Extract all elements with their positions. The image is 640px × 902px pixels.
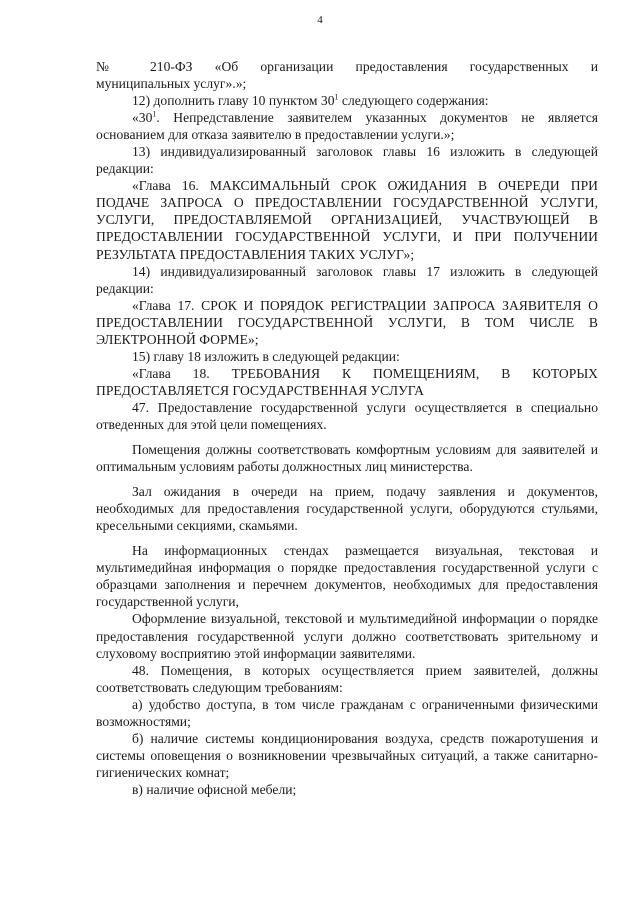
paragraph-waiting-hall: Зал ожидания в очереди на прием, подачу заявления и документов, необходимых для предоставления государственной услуги, оборудуются стульями, кресельными секциями, скамьями. — [96, 484, 598, 534]
document-body — [96, 58, 598, 798]
paragraph-item-a: а) удобство доступа, в том числе гражданам с ограниченными физическими возможностями; — [96, 696, 598, 729]
paragraph-item-13: 13) индивидуализированный заголовок главы 16 изложить в следующей редакции: — [96, 144, 598, 177]
paragraph-premises-conditions: Помещения должны соответствовать комфортным условиям для заявителей и оптимальным условиям работы должностных лиц министерства. — [96, 442, 598, 475]
paragraph-chapter-17-title: «Глава 17. СРОК И ПОРЯДОК РЕГИСТРАЦИИ ЗАПРОСА ЗАЯВИТЕЛЯ О ПРЕДОСТАВЛЕНИИ ГОСУДАРСТВЕННОЙ УСЛУГИ, В ТОМ ЧИСЛЕ В ЭЛЕКТРОННОЙ ФОРМЕ»; — [96, 297, 598, 347]
text-line: № 210-ФЗ «Об организации предоставления государственных и — [96, 59, 598, 74]
paragraph-point-30-1: «$30^1$. Непредставление заявителем указанных документов не является основанием для отказа заявителю в предоставлении услуги.»; — [96, 109, 598, 143]
paragraph-info-stands: На информационных стендах размещается визуальная, текстовая и мультимедийная информация о порядке предоставления государственной услуги с образцами заполнения и перечнем документов, необходимых для предоставления государственной услуги, — [96, 543, 598, 610]
paragraph-info-design: Оформление визуальной, текстовой и мультимедийной информации о порядке предоставления государственной услуги должно соответствовать зрительному и слуховому восприятию этой информации заявителями. — [96, 611, 598, 661]
text-line: муниципальных услуг».»; — [96, 76, 247, 92]
paragraph-law-reference — [96, 58, 598, 92]
paragraph-point-48: 48. Помещения, в которых осуществляется прием заявителей, должны соответствовать следующим требованиям: — [96, 662, 598, 695]
paragraph-item-b: б) наличие системы кондиционирования воздуха, средств пожаротушения и системы оповещения о возникновении чрезвычайных ситуаций, а также санитарно-гигиенических комнат; — [96, 730, 598, 780]
paragraph-item-14: 14) индивидуализированный заголовок главы 17 изложить в следующей редакции: — [96, 263, 598, 296]
paragraph-chapter-16-title: «Глава 16. МАКСИМАЛЬНЫЙ СРОК ОЖИДАНИЯ В ОЧЕРЕДИ ПРИ ПОДАЧЕ ЗАПРОСА О ПРЕДОСТАВЛЕНИИ ГОСУДАРСТВЕННОЙ УСЛУГИ, УСЛУГИ, ПРЕДОСТАВЛЯЕМОЙ ОРГАНИЗАЦИЕЙ, УЧАСТВУЮЩЕЙ В ПРЕДОСТАВЛЕНИИ ГОСУДАРСТВЕННОЙ УСЛУГИ, И ПРИ ПОЛУЧЕНИИ РЕЗУЛЬТАТА ПРЕДОСТАВЛЕНИЯ ТАКИХ УСЛУГ»; — [96, 178, 598, 262]
page-number: 4 — [317, 14, 323, 26]
paragraph-item-15: 15) главу 18 изложить в следующей редакции: — [132, 348, 400, 364]
paragraph-chapter-18-title: «Глава 18. ТРЕБОВАНИЯ К ПОМЕЩЕНИЯМ, В КОТОРЫХ ПРЕДОСТАВЛЯЕТСЯ ГОСУДАРСТВЕННАЯ УСЛУГА — [96, 365, 598, 398]
paragraph-item-12: 12) дополнить главу 10 пунктом $30^1$ следующего содержания: — [132, 92, 489, 109]
paragraph-point-47: 47. Предоставление государственной услуги осуществляется в специально отведенных для этой цели помещениях. — [96, 399, 598, 432]
paragraph-item-v: в) наличие офисной мебели; — [132, 781, 297, 797]
